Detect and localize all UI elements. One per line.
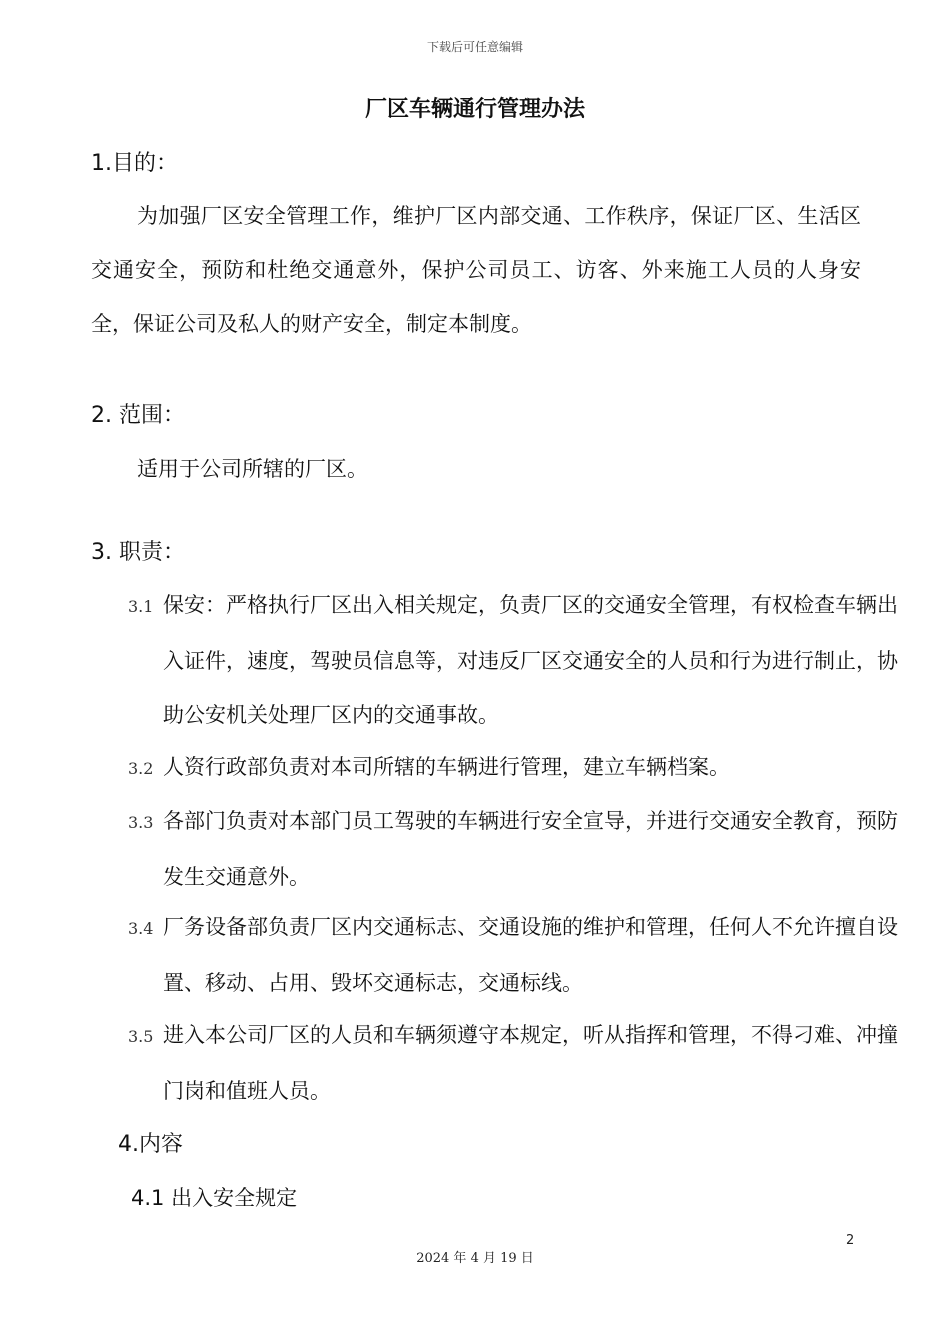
footer-date: 2024 年 4 月 19 日	[416, 1251, 534, 1266]
duty-number: 3.2	[128, 759, 154, 778]
duty-number: 3.4	[128, 919, 154, 938]
page-number: 2	[846, 1233, 855, 1248]
section-heading-duties: 3. 职责：	[91, 540, 185, 565]
duty-item-3-5	[128, 1008, 898, 1118]
duty-text: 厂务设备部负责厂区内交通标志、交通设施的维护和管理，任何人不允许擅自设置、移动、占用、毁坏交通标志，交通标线。	[163, 915, 898, 995]
duty-number: 3.1	[128, 597, 154, 616]
purpose-paragraph: 为加强厂区安全管理工作，维护厂区内部交通、工作秩序，保证厂区、生活区交通安全，预防和杜绝交通意外，保护公司员工、访客、外来施工人员的人身安全，保证公司及私人的财产安全，制定本制度。	[91, 204, 861, 336]
header-note: 下载后可任意编辑	[426, 40, 523, 54]
duty-number: 3.5	[128, 1027, 154, 1046]
duty-number: 3.3	[128, 813, 154, 832]
duty-item-3-2	[128, 740, 898, 796]
duty-text: 各部门负责对本部门员工驾驶的车辆进行安全宣导，并进行交通安全教育，预防发生交通意外。	[163, 809, 898, 889]
duty-text: 人资行政部负责对本司所辖的车辆进行管理，建立车辆档案。	[163, 755, 730, 779]
document-title: 厂区车辆通行管理办法	[364, 97, 585, 122]
duty-item-3-1	[128, 578, 898, 742]
duty-text: 保安：严格执行厂区出入相关规定，负责厂区的交通安全管理，有权检查车辆出入证件，速度，驾驶员信息等，对违反厂区交通安全的人员和行为进行制止，协助公安机关处理厂区内的交通事故。	[163, 593, 898, 727]
subsection-heading-4-1: 4.1 出入安全规定	[131, 1186, 298, 1210]
section-heading-purpose: 1.目的：	[91, 151, 178, 176]
duty-item-3-4	[128, 900, 898, 1010]
section-heading-content: 4.内容	[118, 1132, 183, 1157]
section-heading-scope: 2. 范围：	[91, 403, 185, 428]
scope-paragraph: 适用于公司所辖的厂区。	[137, 457, 368, 481]
duty-item-3-3	[128, 794, 898, 904]
duty-text: 进入本公司厂区的人员和车辆须遵守本规定，听从指挥和管理，不得刁难、冲撞门岗和值班人员。	[163, 1023, 898, 1103]
